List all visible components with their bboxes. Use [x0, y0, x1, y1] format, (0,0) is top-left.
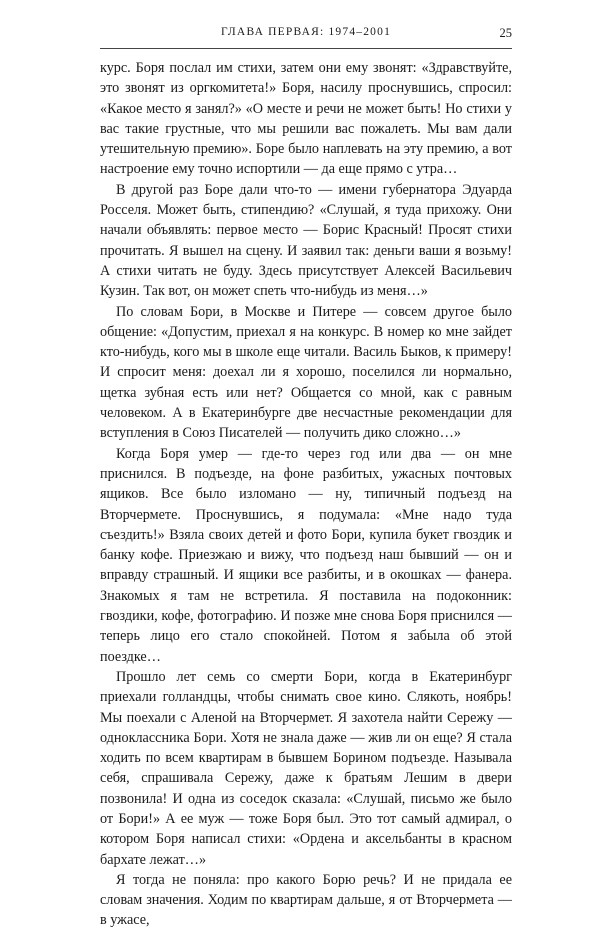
page-header	[100, 26, 512, 49]
paragraph-3: По словам Бори, в Москве и Питере — совсем другое было общение: «Допустим, приехал я на конкурс. В номер ко мне зайдет кто-нибудь, кого мы в школе еще читали. Василь Быков, к примеру! И спросит меня: доехал ли я хорошо, поселился ли нормально, щетка зубная есть или нет? Общается со мной, как с равным человеком. А в Екатеринбурге две несчастные рекомендации для вступления в Союз Писателей — получить дико сложно…»	[100, 303, 512, 442]
paragraph-4: Когда Боря умер — где-то через год или два — он мне приснился. В подъезде, на фоне разбитых, ужасных почтовых ящиков. Все было изломано — ну, типичный подъезд на Вторчермете. Проснувшись, я подумала: «Мне надо туда съездить!» Взяла своих детей и фото Бори, купила букет гвоздик и банку кофе. Приезжаю и вижу, что подъезд наш бывший — он и вправду страшный. И ящики все разбиты, и в окошках — фанера. Знакомых я там не встретила. Я поставила на подоконник: гвоздики, кофе, фотографию. И позже мне снова Боря приснился — теперь лицо его стало спокойней. Потом я забыла об этой поездке…	[100, 445, 512, 665]
page-number: 25	[499, 26, 512, 40]
paragraph-1: курс. Боря послал им стихи, затем они ему звонят: «Здравствуйте, это звонят из оргкомитета!» Боря, насилу проснувшись, спросил: «Какое место я занял?» «О месте и речи не может быть! Но стихи у вас такие грустные, что мы решили вас пожалеть. Мы вам дали утешительную премию». Боре было наплевать на эту премию, а вот настроение ему точно испортили — да еще прямо с утра…	[100, 60, 512, 178]
paragraph-5: Прошло лет семь со смерти Бори, когда в Екатеринбург приехали голландцы, чтобы снимать свое кино. Слякоть, ноябрь! Мы поехали с Аленой на Вторчермет. Я захотела найти Сережу — одноклассника Бори. Хотя не знала даже — жив ли он еще? Я стала ходить по всем квартирам в бывшем Борином подъезде. Называла себя, спрашивала Сережу, даже к братьям Лешим в двери позвонила! И одна из соседок сказала: «Слушай, письмо же было от Бори!» А ее муж — тоже Боря был. Это тот самый адмирал, о котором Боря написал стихи: «Ордена и аксельбанты в красном бархате лежат…»	[100, 668, 512, 868]
body-text	[100, 58, 512, 931]
running-head: ГЛАВА ПЕРВАЯ: 1974–2001	[220, 26, 392, 38]
paragraph-2: В другой раз Боре дали что-то — имени губернатора Эдуарда Росселя. Может быть, стипендию? «Слушай, я туда прихожу. Они начали объявлять: первое место — Борис Красный! Просят стихи прочитать. Я вышел на сцену. И заявил так: деньги ваши я возьму! А стихи читать не буду. Здесь присутствует Алексей Васильевич Кузин. Так вот, он может спеть что-нибудь из меня…»	[100, 181, 512, 300]
paragraph-6: Я тогда не поняла: про какого Борю речь? И не придала ее словам значения. Ходим по квартирам дальше, я от Вторчермета — в ужасе,	[100, 871, 512, 929]
